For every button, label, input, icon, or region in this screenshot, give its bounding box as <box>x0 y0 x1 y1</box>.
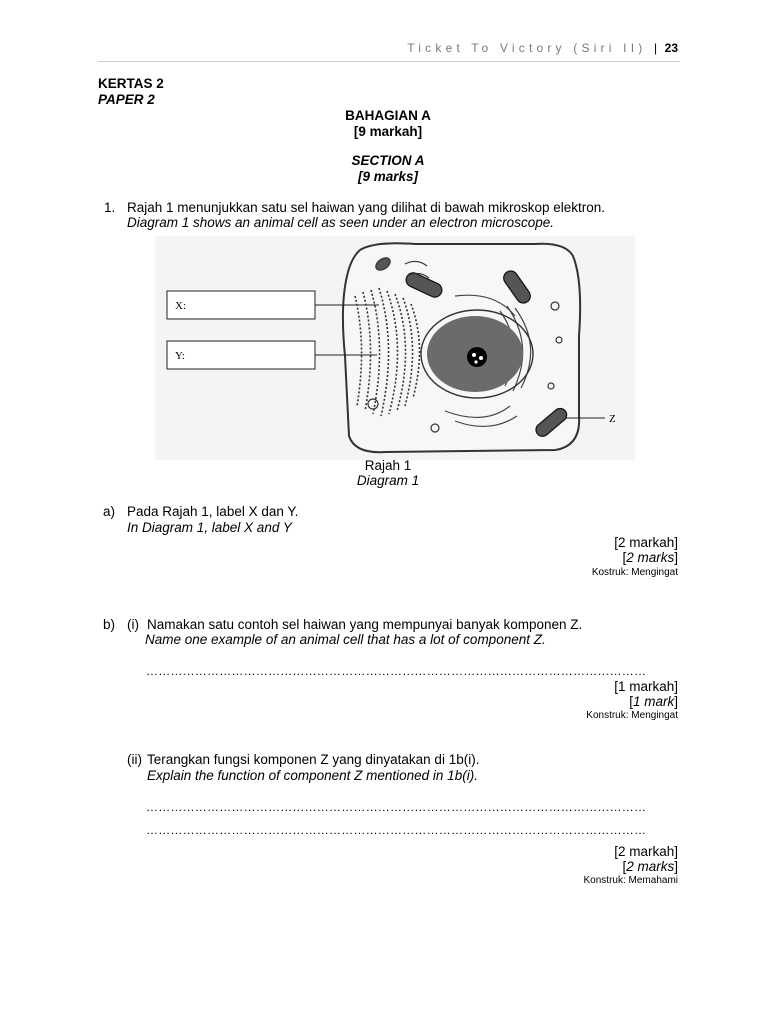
question-text-malay: Rajah 1 menunjukkan satu sel haiwan yang dilihat di bawah mikroskop elektron. <box>127 200 606 215</box>
part-a-marks <box>622 550 678 566</box>
nucleolus <box>467 347 487 367</box>
marks-bracket-close: ] <box>674 859 678 874</box>
part-b2-markah: [2 markah] <box>614 844 678 859</box>
part-b1-konstruk: Konstruk: Mengingat <box>586 710 678 721</box>
marks-value: 2 marks <box>626 859 675 874</box>
marks-bracket-close: ] <box>674 550 678 565</box>
marks-bracket-close: ] <box>674 694 678 709</box>
page-number: 23 <box>664 41 678 55</box>
part-b2-marks <box>622 859 678 875</box>
part-a-konstruk: Kostruk: Mengingat <box>591 567 678 578</box>
part-b1-answer-line[interactable]: …………………………………………………………………………………………………………… <box>146 664 647 678</box>
running-header <box>407 41 678 55</box>
part-b2-answer-line-1[interactable]: …………………………………………………………………………………………………………… <box>146 800 647 814</box>
label-y: Y: <box>175 350 185 362</box>
part-b2-answer-line-2[interactable]: …………………………………………………………………………………………………………… <box>146 823 647 837</box>
marks-value: 2 marks <box>626 550 675 565</box>
part-b1-sub: (i) <box>127 617 139 632</box>
marks-value: 1 mark <box>632 694 675 709</box>
question-number: 1. <box>104 200 116 215</box>
paper-heading: PAPER 2 <box>98 92 155 107</box>
bahagian-heading: BAHAGIAN A <box>345 108 431 123</box>
diagram-caption-malay: Rajah 1 <box>364 458 412 473</box>
question-text-english: Diagram 1 shows an animal cell as seen under an electron microscope. <box>127 215 554 230</box>
part-a-text-malay: Pada Rajah 1, label X dan Y. <box>127 504 299 519</box>
part-b2-sub: (ii) <box>127 752 142 767</box>
part-b1-marks <box>629 694 678 710</box>
part-b2-text-english: Explain the function of component Z mentioned in 1b(i). <box>147 768 478 783</box>
marks-bracket-open: [ <box>622 550 627 565</box>
marks-bracket-open: [ <box>629 694 633 709</box>
part-b2-text-malay: Terangkan fungsi komponen Z yang dinyatakan di 1b(i). <box>147 752 480 767</box>
label-box-y <box>167 341 315 369</box>
part-a-markah: [2 markah] <box>614 535 678 550</box>
header-separator: | <box>653 41 658 55</box>
marks-bracket-open: [ <box>622 859 627 874</box>
part-b-label: b) <box>103 617 116 632</box>
label-z: Z <box>609 413 616 425</box>
marks-heading: [9 marks] <box>357 169 419 184</box>
markah-heading: [9 markah] <box>353 124 423 139</box>
kertas-heading: KERTAS 2 <box>98 76 164 91</box>
part-b1-markah: [1 markah] <box>614 679 678 694</box>
label-x: X: <box>175 300 186 312</box>
header-rule <box>98 61 680 62</box>
header-title: Ticket To Victory (Siri II) <box>407 41 647 55</box>
diagram-caption-english: Diagram 1 <box>356 473 420 488</box>
animal-cell-diagram <box>155 236 635 460</box>
label-box-x <box>167 291 315 319</box>
part-b1-text-malay: Namakan satu contoh sel haiwan yang mempunyai banyak komponen Z. <box>147 617 583 632</box>
part-a-label: a) <box>103 504 116 519</box>
part-b1-text-english: Name one example of an animal cell that has a lot of component Z. <box>145 632 546 647</box>
part-b2-konstruk: Konstruk: Memahami <box>583 875 678 886</box>
part-a-text-english: In Diagram 1, label X and Y <box>127 520 292 535</box>
section-heading: SECTION A <box>351 153 425 168</box>
